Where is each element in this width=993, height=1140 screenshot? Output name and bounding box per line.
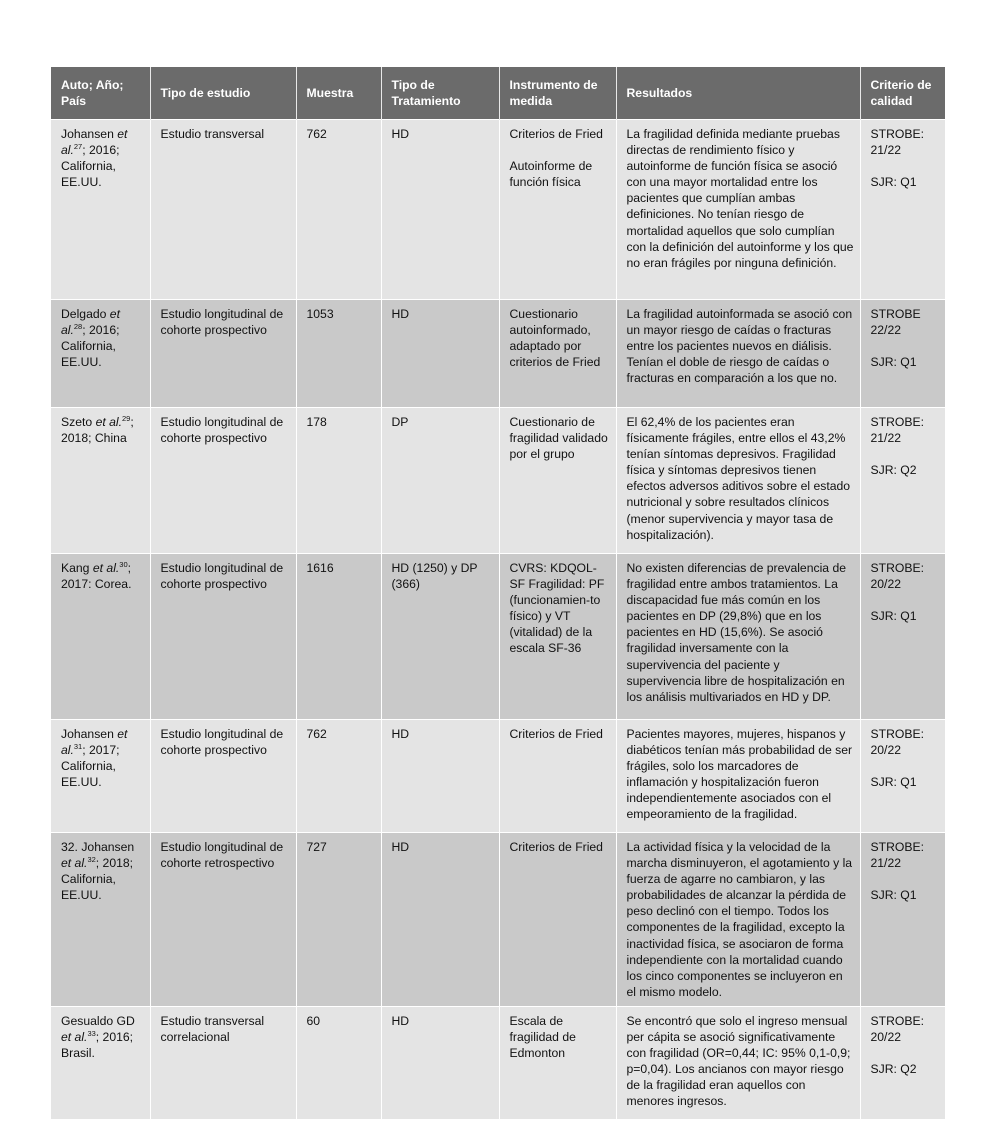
studies-table [51, 67, 945, 1119]
sample-cell: 1616 [296, 554, 381, 720]
author-cell [51, 1006, 150, 1119]
author-etal: et al. [61, 307, 120, 338]
quality-cell [860, 720, 945, 833]
author-year-country: ; 2017: Corea. [61, 561, 132, 592]
study-type-cell: Estudio transversal [150, 120, 296, 300]
quality-cell [860, 300, 945, 408]
table-row [51, 554, 945, 720]
author-cell [51, 720, 150, 833]
quality-sjr: SJR: Q1 [870, 175, 917, 190]
author-etal: et al. [92, 561, 120, 575]
table-row [51, 300, 945, 408]
quality-strobe: STROBE 22/22 [870, 307, 921, 338]
header-treatment: Tipo de Tratamiento [381, 67, 499, 120]
author-name: Kang [61, 561, 93, 575]
author-year-country: ; 2016; Brasil. [61, 1030, 134, 1061]
sample-cell: 60 [296, 1006, 381, 1119]
quality-sjr: SJR: Q1 [870, 609, 917, 624]
results-cell: Pacientes mayores, mujeres, hispanos y diabéticos tenían más probabilidad de ser frágiles, solo los marcadores de inflamación y hospitalización fueron independientemente asociados con el empeoramiento de la fragilidad. [616, 720, 860, 833]
reference-number: 31 [73, 742, 83, 752]
sample-cell: 727 [296, 833, 381, 1007]
instrument-secondary: Autoinforme de función física [509, 159, 593, 190]
results-cell: Se encontró que solo el ingreso mensual per cápita se asoció significativamente con fragilidad (OR=0,44; IC: 95% 0,1-0,9; p=0,04). Los ancianos con mayor riesgo de la fragilidad eran aquellos con menores ingresos. [616, 1006, 860, 1119]
author-cell [51, 300, 150, 408]
quality-cell [860, 120, 945, 300]
author-name: Gesualdo GD [61, 1013, 135, 1028]
author-name: Johansen [61, 727, 118, 741]
header-instrument: Instrumento de medida [499, 67, 616, 120]
author-year-country: ; 2018; China [61, 415, 134, 446]
author-etal: et al. [61, 856, 88, 871]
quality-cell [860, 1006, 945, 1119]
study-type-cell: Estudio longitudinal de cohorte retrospectivo [150, 833, 296, 1007]
table-row [51, 408, 945, 554]
author-name: Johansen [61, 127, 118, 141]
quality-sjr: SJR: Q2 [870, 1062, 917, 1077]
header-study-type: Tipo de estudio [150, 67, 296, 120]
author-year-country: ; 2016; California, EE.UU. [61, 143, 120, 190]
treatment-cell: HD [381, 833, 499, 1007]
sample-cell: 1053 [296, 300, 381, 408]
reference-number: 28 [73, 322, 83, 332]
study-type-cell: Estudio transversal correlacional [150, 1006, 296, 1119]
results-cell: La actividad física y la velocidad de la marcha disminuyeron, el agotamiento y la fuerza de agarre no cambiaron, y las probabilidades de alcanzar la pérdida de peso declinó con el tiempo. Todos los componentes de la fragilidad, excepto la inactividad física, se asociaron de forma independiente con la mortalidad cuando los cinco componentes se incluyeron en el mismo modelo. [616, 833, 860, 1007]
author-year-country: ; 2017; California, EE.UU. [61, 743, 120, 790]
results-cell: No existen diferencias de prevalencia de fragilidad entre ambos tratamientos. La discapacidad fue más común en los pacientes en DP (29,8%) que en los pacientes en HD (15,6%). Se asoció fragilidad inversamente con la supervivencia del paciente y supervivencia libre de hospitalización en los análisis multivariados en HD y DP. [616, 554, 860, 720]
quality-sjr: SJR: Q1 [870, 888, 917, 903]
quality-cell [860, 833, 945, 1007]
sample-cell: 178 [296, 408, 381, 554]
quality-strobe: STROBE: 20/22 [870, 727, 924, 758]
quality-sjr: SJR: Q2 [870, 463, 917, 478]
instrument-cell: Cuestionario autoinformado, adaptado por criterios de Fried [499, 300, 616, 408]
author-year-country: ; 2016; California, EE.UU. [61, 323, 120, 370]
header-quality: Criterio de calidad [860, 67, 945, 120]
quality-strobe: STROBE: 21/22 [870, 415, 924, 446]
instrument-cell: Escala de fragilidad de Edmonton [499, 1006, 616, 1119]
reference-number: 27 [73, 142, 83, 152]
study-type-cell: Estudio longitudinal de cohorte prospectivo [150, 554, 296, 720]
instrument-cell: Criterios de Fried [499, 833, 616, 1007]
sample-cell: 762 [296, 120, 381, 300]
quality-strobe: STROBE: 21/22 [870, 127, 924, 158]
author-etal: et al. [61, 727, 128, 758]
instrument-cell: CVRS: KDQOL-SF Fragilidad: PF (funcionamien-to físico) y VT (vitalidad) de la escala SF-36 [499, 554, 616, 720]
study-type-cell: Estudio longitudinal de cohorte prospectivo [150, 408, 296, 554]
table-row [51, 1006, 945, 1119]
instrument-primary: Criterios de Fried [509, 127, 603, 141]
author-year-country: ; 2018; California, EE.UU. [61, 856, 134, 903]
study-type-cell: Estudio longitudinal de cohorte prospectivo [150, 300, 296, 408]
table-header-row [51, 67, 945, 120]
instrument-cell: Criterios de Fried [499, 720, 616, 833]
reference-number: 30 [119, 559, 128, 569]
author-cell [51, 833, 150, 1007]
quality-sjr: SJR: Q1 [870, 355, 917, 370]
treatment-cell: HD (1250) y DP (366) [381, 554, 499, 720]
quality-strobe: STROBE: 20/22 [870, 1013, 924, 1045]
quality-strobe: STROBE: 21/22 [870, 840, 924, 871]
instrument-cell [499, 120, 616, 300]
author-cell [51, 408, 150, 554]
author-etal: et al. [95, 415, 122, 429]
results-cell: La fragilidad autoinformada se asoció con un mayor riesgo de caídas o fracturas entre los pacientes nuevos en diálisis. Tenían el doble de riesgo de caídas o fracturas en comparación a los que no. [616, 300, 860, 408]
author-cell [51, 554, 150, 720]
quality-cell [860, 408, 945, 554]
author-name: 32. Johansen [61, 840, 135, 854]
reference-number: 33 [87, 1028, 96, 1038]
treatment-cell: HD [381, 120, 499, 300]
results-cell: El 62,4% de los pacientes eran físicamente frágiles, entre ellos el 43,2% tenían síntomas depresivos. Fragilidad física y síntomas depresivos tienen efectos adversos aditivos sobre el estado nutricional y sobre resultados clínicos (menor supervivencia y mayor tasa de hospitalización). [616, 408, 860, 554]
table-row [51, 720, 945, 833]
instrument-cell: Cuestionario de fragilidad validado por el grupo [499, 408, 616, 554]
table-row [51, 120, 945, 300]
author-name: Szeto [61, 415, 96, 429]
treatment-cell: HD [381, 1006, 499, 1119]
author-etal: et al. [61, 1030, 88, 1045]
treatment-cell: HD [381, 720, 499, 833]
results-cell: La fragilidad definida mediante pruebas directas de rendimiento físico y autoinforme de función física se asoció con una mayor mortalidad entre los pacientes que cumplían ambas definiciones. No tenían riesgo de mortalidad aquellos que solo cumplían con la definición del autoinforme y los que no eran frágiles por ninguna definición. [616, 120, 860, 300]
quality-strobe: STROBE: 20/22 [870, 561, 924, 592]
header-sample: Muestra [296, 67, 381, 120]
table-row [51, 833, 945, 1007]
reference-number: 32 [87, 855, 96, 865]
treatment-cell: HD [381, 300, 499, 408]
study-type-cell: Estudio longitudinal de cohorte prospectivo [150, 720, 296, 833]
sample-cell: 762 [296, 720, 381, 833]
author-cell [51, 120, 150, 300]
reference-number: 29 [122, 413, 131, 423]
quality-sjr: SJR: Q1 [870, 775, 917, 790]
quality-cell [860, 554, 945, 720]
author-name: Delgado [61, 307, 110, 321]
header-results: Resultados [616, 67, 860, 120]
header-author: Auto; Año; País [51, 67, 150, 120]
treatment-cell: DP [381, 408, 499, 554]
author-etal: et al. [61, 127, 128, 158]
